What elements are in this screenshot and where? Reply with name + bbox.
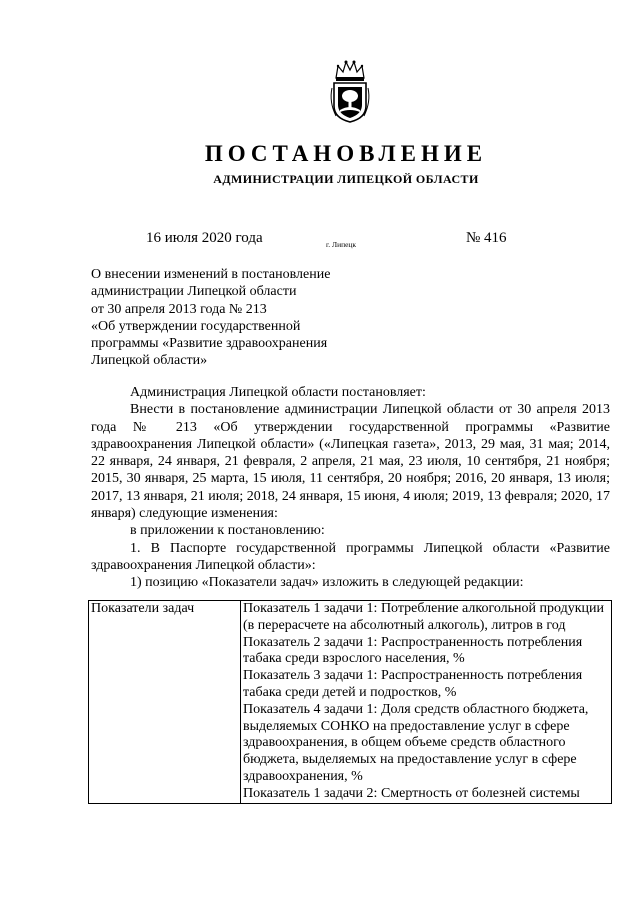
indicators-table	[88, 600, 612, 804]
indicator-item: Показатель 3 задачи 1: Распространенность потребления табака среди детей и подростков, %	[243, 668, 583, 700]
indicator-item: Показатель 1 задачи 2: Смертность от болезней системы	[243, 785, 580, 801]
document-title: ПОСТАНОВЛЕНИЕ	[204, 141, 488, 166]
indicator-item: Показатель 1 задачи 1: Потребление алкогольной продукции (в перерасчете на абсолютный алкоголь), литров в год	[243, 601, 605, 633]
heading-line: от 30 апреля 2013 года № 213	[91, 301, 267, 317]
heading-line: программы «Развитие здравоохранения	[91, 336, 328, 352]
indicator-item: Показатель 4 задачи 1: Доля средств областного бюджета, выделяемых СОНКО на предоставление услуг в сфере здравоохранения, в общем объеме средств областного бюджета, выделяемых на предоставление услуг в сфере здравоохранения, %	[243, 701, 589, 784]
document-subtitle: АДМИНИСТРАЦИИ ЛИПЕЦКОЙ ОБЛАСТИ	[213, 172, 479, 186]
table-row	[89, 601, 612, 804]
document-number: № 416	[466, 230, 507, 246]
heading-line: администрации Липецкой области	[91, 284, 297, 300]
table-label-cell: Показатели задач	[89, 601, 241, 804]
indicator-item: Показатель 2 задачи 1: Распространенность потребления табака среди взрослого населения, %	[243, 634, 583, 667]
document-body	[91, 384, 610, 592]
table-items-cell	[241, 601, 612, 804]
coat-of-arms-icon	[328, 58, 372, 124]
body-paragraph-4: 1. В Паспорте государственной программы Липецкой области «Развитие здравоохранения Липецкой области»:	[91, 540, 610, 573]
heading-line: Липецкой области»	[91, 353, 208, 369]
body-paragraph-1: Администрация Липецкой области постановляет:	[130, 385, 426, 400]
document-city: г. Липецк	[326, 240, 357, 249]
heading-line: «Об утверждении государственной	[91, 318, 301, 334]
document-date: 16 июля 2020 года	[146, 230, 263, 246]
body-paragraph-2: Внести в постановление администрации Липецкой области от 30 апреля 2013 года № 213 «Об утверждении государственной программы «Развитие здравоохранения Липецкой области» («Липецкая газета», 2013, 29 мая, 31 мая; 2014, 22 января, 24 января, 21 февраля, 2 апреля, 21 мая, 23 июля, 10 сентября, 21 ноября; 2015, 30 января, 25 марта, 15 июля, 11 сентября, 20 ноября; 2016, 20 января, 13 июля; 2017, 13 января, 21 июля; 2018, 24 января, 15 июня, 4 июля; 2019, 13 февраля; 2020, 17 января) следующие изменения:	[91, 402, 610, 522]
heading-line: О внесении изменений в постановление	[91, 267, 331, 282]
body-paragraph-3: в приложении к постановлению:	[130, 523, 325, 539]
document-heading	[91, 266, 391, 370]
body-paragraph-5: 1) позицию «Показатели задач» изложить в следующей редакции:	[130, 575, 524, 591]
